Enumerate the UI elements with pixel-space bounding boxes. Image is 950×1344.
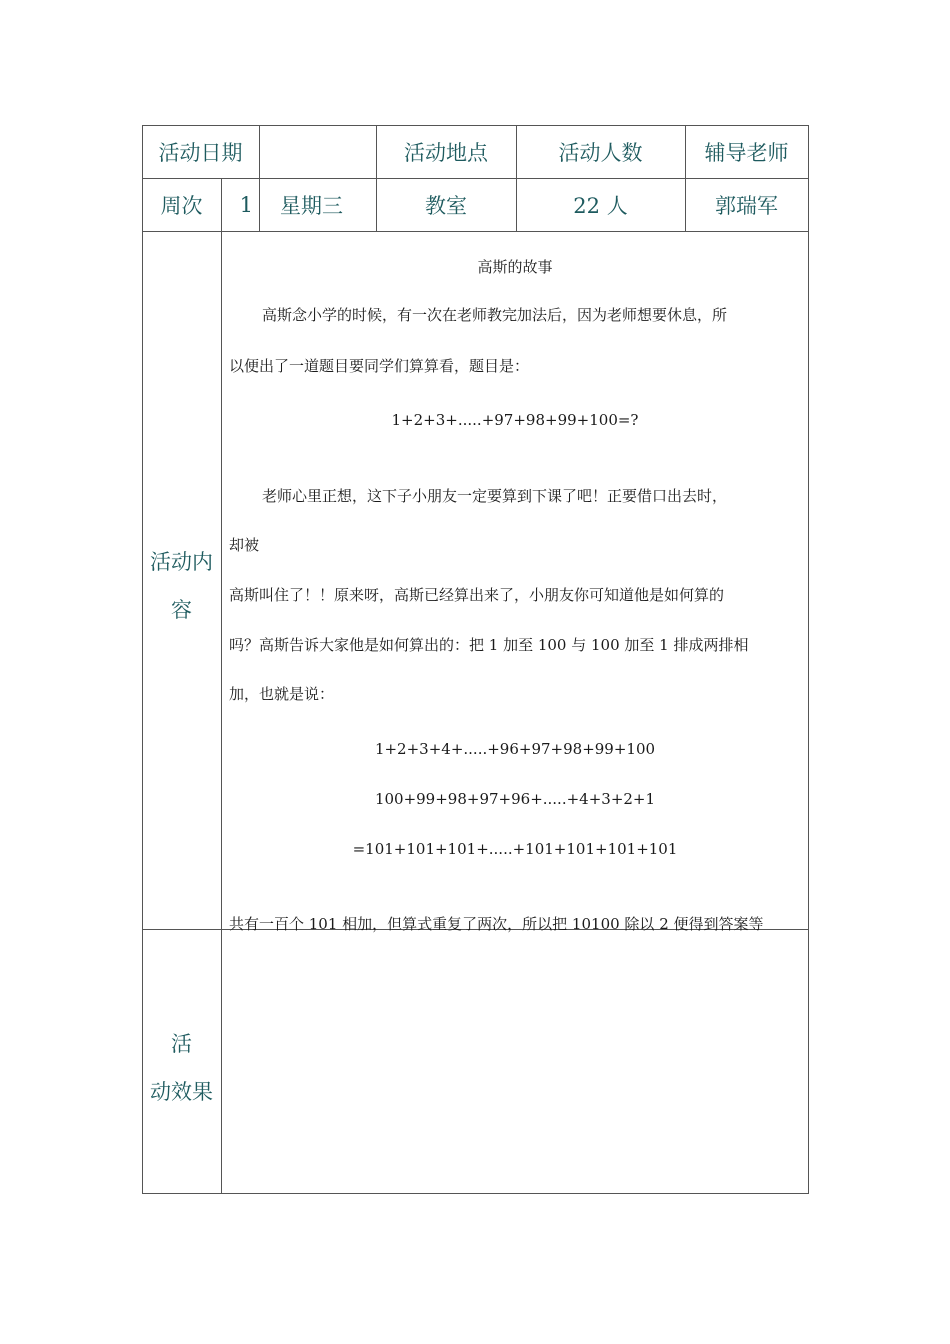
table-border-bottom [142,1193,809,1194]
teacher-label: 辅导老师 [704,140,789,165]
paragraph-3-line-1: 高斯叫住了！！原来呀，高斯已经算出来了，小朋友你可知道他是如何算的 [229,586,725,604]
formula-question: 1+2+3+.....+97+98+99+100=? [391,411,639,429]
paragraph-1-line-1: 高斯念小学的时候，有一次在老师教完加法后，因为老师想要休息，所 [262,306,728,324]
week-value: 1 [239,192,253,217]
effect-label [142,1020,221,1116]
equation-3: =101+101+101+.....+101+101+101+101 [352,840,678,858]
paragraph-3-line-3: 加，也就是说： [229,685,335,703]
table-col-divider-label [221,178,222,1194]
content-label [142,538,221,634]
paragraph-2-line-2: 却被 [229,536,260,554]
week-label: 周次 [160,193,203,218]
activity-date-label: 活动日期 [158,140,243,165]
activity-count-label: 活动人数 [558,140,643,165]
effect-label-line1: 活 [171,1032,192,1056]
equation-2: 100+99+98+97+96+.....+4+3+2+1 [374,790,656,808]
weekday-value: 星期三 [280,193,343,218]
teacher-value: 郭瑞军 [715,193,778,218]
content-label-line2: 容 [171,598,192,622]
content-label-line1: 活动内 [150,550,213,574]
effect-label-line2: 动效果 [150,1080,213,1104]
equation-1: 1+2+3+4+.....+96+97+98+99+100 [374,740,656,758]
count-value: 22 人 [573,193,628,218]
activity-date-value [259,125,376,178]
paragraph-2-line-1: 老师心里正想，这下子小朋友一定要算到下课了吧！正要借口出去时， [262,487,728,505]
table-row-divider-2 [142,231,809,232]
table-border-right [808,125,809,1194]
story-title: 高斯的故事 [477,258,553,276]
paragraph-3-line-2: 吗？高斯告诉大家他是如何算出的：把 1 加至 100 与 100 加至 1 排成两排相 [229,636,749,654]
paragraph-1-line-2: 以便出了一道题目要同学们算算看，题目是： [229,357,530,375]
activity-place-label: 活动地点 [404,140,488,165]
paragraph-4-line-1: 共有一百个 101 相加，但算式重复了两次，所以把 10100 除以 2 便得到答案等 [229,915,764,933]
place-value: 教室 [425,193,467,218]
